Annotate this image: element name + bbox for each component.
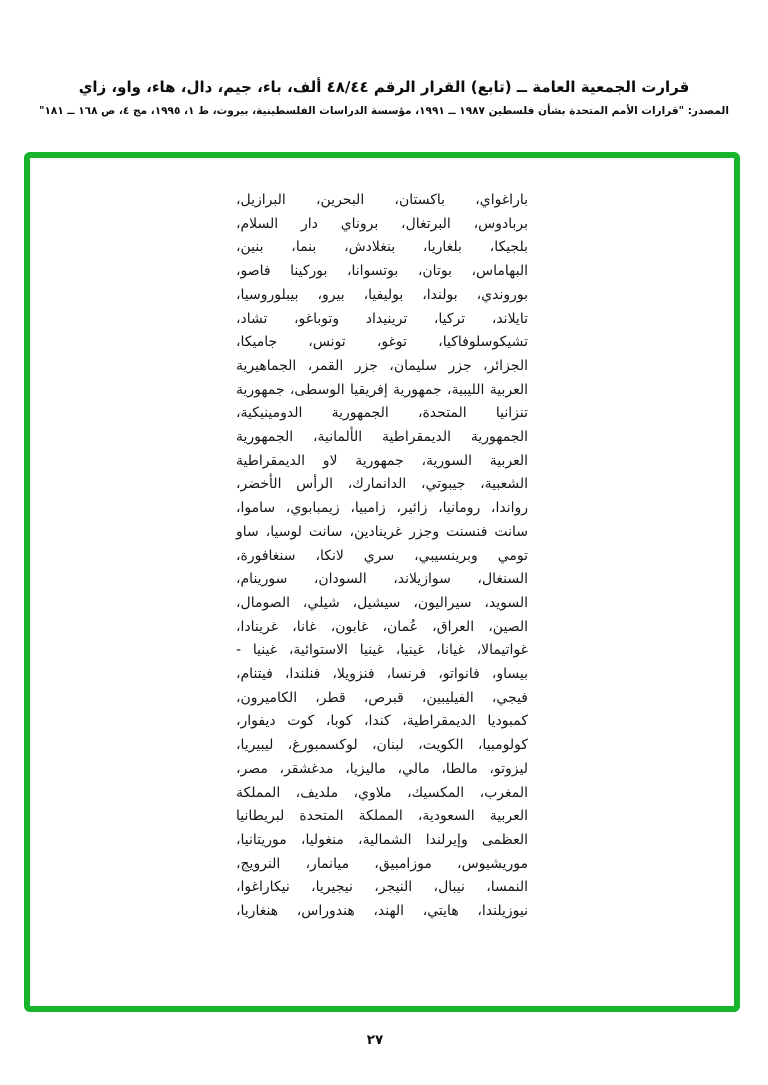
body-line: تنزانيا المتحدة، الجمهورية الدومينيكية، bbox=[236, 405, 528, 422]
body-line: تايلاند، تركيا، ترينيداد وتوباغو، تشاد، bbox=[236, 310, 528, 327]
body-line: المغرب، المكسيك، ملاوي، ملديف، المملكة bbox=[236, 784, 528, 801]
body-line: السويد، سيراليون، سيشيل، شيلي، الصومال، bbox=[236, 594, 528, 611]
body-line: العربية الليبية، جمهورية إفريقيا الوسطى، جمهورية bbox=[236, 381, 528, 398]
body-line: بلجيكا، بلغاريا، بنغلادش، بنما، بنين، bbox=[236, 239, 528, 256]
body-line: غواتيمالا، غيانا، غينيا، غينيا الاستوائية، غينيا - bbox=[236, 642, 528, 659]
body-line: النمسا، نيبال، النيجر، نيجيريا، نيكاراغوا، bbox=[236, 879, 528, 896]
body-line: العربية السورية، جمهورية لاو الديمقراطية bbox=[236, 452, 528, 469]
page-number: ٢٧ bbox=[366, 1032, 384, 1048]
source-citation: المصدر: "قرارات الأمم المتحدة بشأن فلسطين ١٩٨٧ ــ ١٩٩١، مؤسسة الدراسات الفلسطينية، بيروت، ط ١، ١٩٩٥، مج ٤، ص ١٦٨ ــ ١٨١" bbox=[39, 105, 729, 117]
body-line: رواندا، رومانيا، زائير، زامبيا، زيمبابوي، ساموا، bbox=[236, 500, 528, 517]
body-line: سانت فنسنت وجزر غرينادين، سانت لوسيا، ساو bbox=[236, 523, 528, 540]
body-line: موريشيوس، موزامبيق، ميانمار، النرويج، bbox=[236, 855, 528, 872]
page-title: قرارت الجمعية العامة ــ (تابع) القرار الرقم ٤٨/٤٤ ألف، باء، جيم، دال، هاء، واو، زاي bbox=[78, 78, 690, 96]
body-line: كولومبيا، الكويت، لبنان، لوكسمبورغ، ليبيريا، bbox=[236, 737, 528, 754]
document-frame bbox=[24, 152, 740, 1012]
body-line: تومي وبرينسيبي، سري لانكا، سنغافورة، bbox=[236, 547, 528, 564]
body-line: العربية السعودية، المملكة المتحدة لبريطانيا bbox=[236, 808, 528, 825]
body-line: الجمهورية الديمقراطية الألمانية، الجمهورية bbox=[236, 429, 528, 446]
body-line: ليزوتو، مالطا، مالي، ماليزيا، مدغشقر، مصر، bbox=[236, 760, 528, 777]
body-line: نيوزيلندا، هايتي، الهند، هندوراس، هنغاريا، bbox=[236, 903, 528, 920]
body-line: الجزائر، جزر سليمان، جزر القمر، الجماهيرية bbox=[236, 357, 528, 374]
body-line: تشيكوسلوفاكيا، توغو، تونس، جاميكا، bbox=[236, 334, 528, 351]
body-line: البهاماس، بوتان، بوتسوانا، بوركينا فاصو، bbox=[236, 263, 528, 280]
body-text bbox=[236, 189, 528, 924]
body-line: الصين، العراق، عُمان، غابون، غانا، غرينادا، bbox=[236, 618, 528, 635]
body-line: كمبوديا الديمقراطية، كندا، كوبا، كوت ديفوار، bbox=[236, 713, 528, 730]
body-line: الشعبية، جيبوتي، الدانمارك، الرأس الأخضر، bbox=[236, 476, 528, 493]
body-line: العظمى وإيرلندا الشمالية، منغوليا، موريتانيا، bbox=[236, 831, 528, 848]
body-line: بوروندي، بولندا، بوليفيا، بيرو، بيبلوروسيا، bbox=[236, 286, 528, 303]
body-line: السنغال، سوازيلاند، السودان، سورينام، bbox=[236, 571, 528, 588]
body-line: بربادوس، البرتغال، بروناي دار السلام، bbox=[236, 215, 528, 232]
body-line: فيجي، الفيليبين، قبرص، قطر، الكاميرون، bbox=[236, 689, 528, 706]
body-line: باراغواي، باكستان، البحرين، البرازيل، bbox=[236, 192, 528, 208]
body-line: بيساو، فانواتو، فرنسا، فنزويلا، فنلندا، فيتنام، bbox=[236, 666, 528, 683]
